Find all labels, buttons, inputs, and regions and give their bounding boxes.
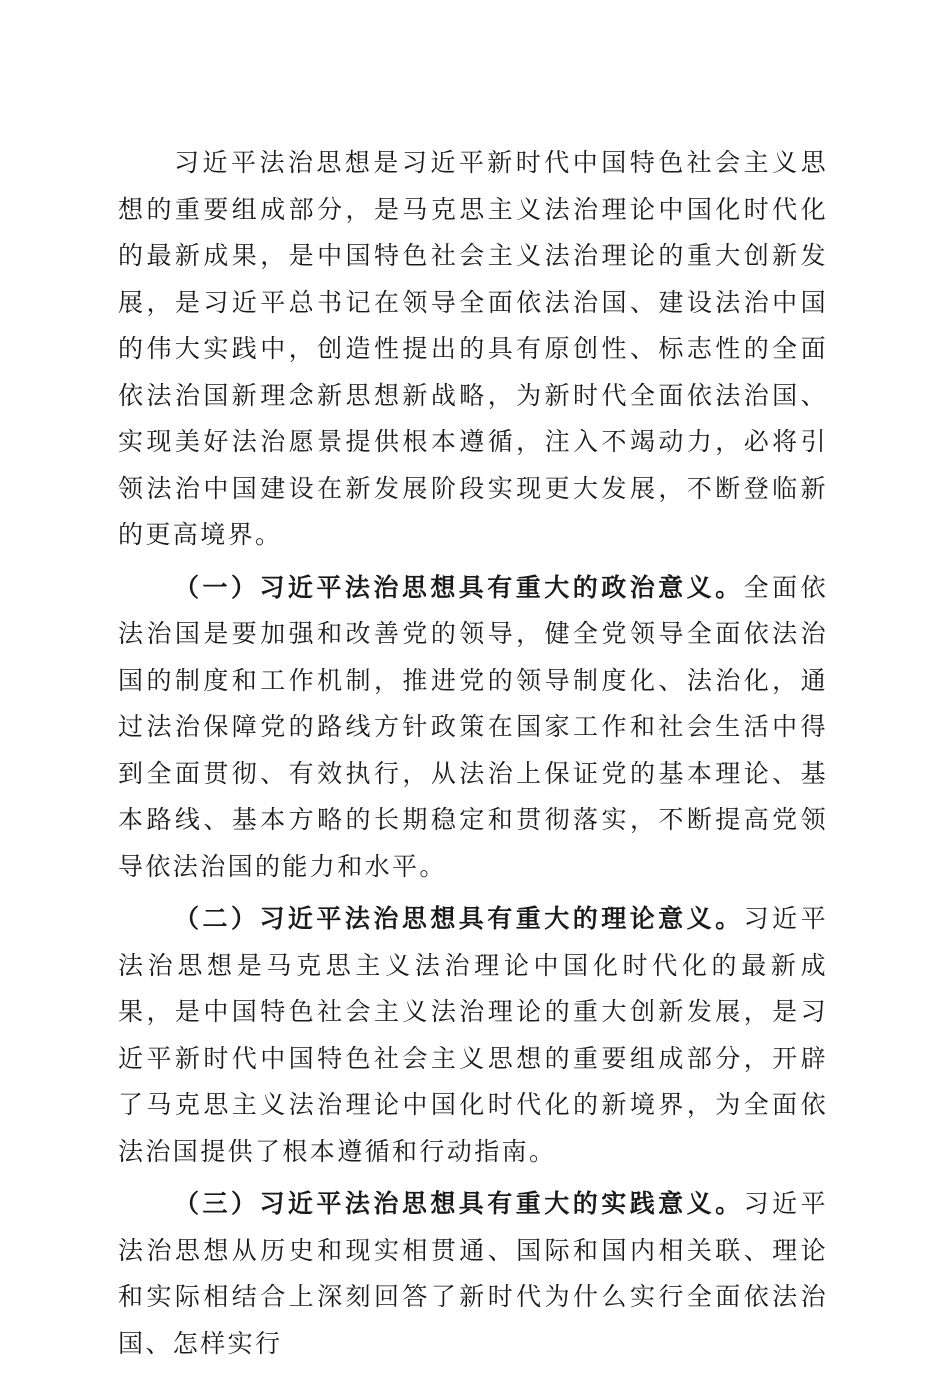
paragraph-text: 习近平法治思想从历史和现实相贯通、国际和国内相关联、理论和实际相结合上深刻回答了新时代为什么实行全面依法治国、怎样实行 [118,1189,828,1358]
paragraph-text: 习近平法治思想是习近平新时代中国特色社会主义思想的重要组成部分，是马克思主义法治理论中国化时代化的最新成果，是中国特色社会主义法治理论的重大创新发展，是习近平总书记在领导全面依法治国、建设法治中国的伟大实践中，创造性提出的具有原创性、标志性的全面依法治国新理念新思想新战略，为新时代全面依法治国、实现美好法治愿景提供根本遵循，注入不竭动力，必将引领法治中国建设在新发展阶段实现更大发展，不断登临新的更高境界。 [118,148,828,549]
paragraph-lead: （三）习近平法治思想具有重大的实践意义。 [174,1189,744,1218]
paragraph-practical-significance [118,1181,828,1367]
paragraph-text: 全面依法治国是要加强和改善党的领导，健全党领导全面依法治国的制度和工作机制，推进党的领导制度化、法治化，通过法治保障党的路线方针政策在国家工作和社会生活中得到全面贯彻、有效执行，从法治上保证党的基本理论、基本路线、基本方略的长期稳定和贯彻落实，不断提高党领导依法治国的能力和水平。 [118,572,828,881]
paragraph-theoretical-significance [118,896,828,1175]
paragraph-lead: （一）习近平法治思想具有重大的政治意义。 [174,572,744,602]
paragraph-lead: （二）习近平法治思想具有重大的理论意义。 [174,904,744,933]
paragraph-intro [118,140,828,559]
paragraph-text: 习近平法治思想是马克思主义法治理论中国化时代化的最新成果，是中国特色社会主义法治理论的重大创新发展，是习近平新时代中国特色社会主义思想的重要组成部分，开辟了马克思主义法治理论中国化时代化的新境界，为全面依法治国提供了根本遵循和行动指南。 [118,904,828,1166]
paragraph-political-significance [118,565,828,891]
document-body [118,140,828,1373]
